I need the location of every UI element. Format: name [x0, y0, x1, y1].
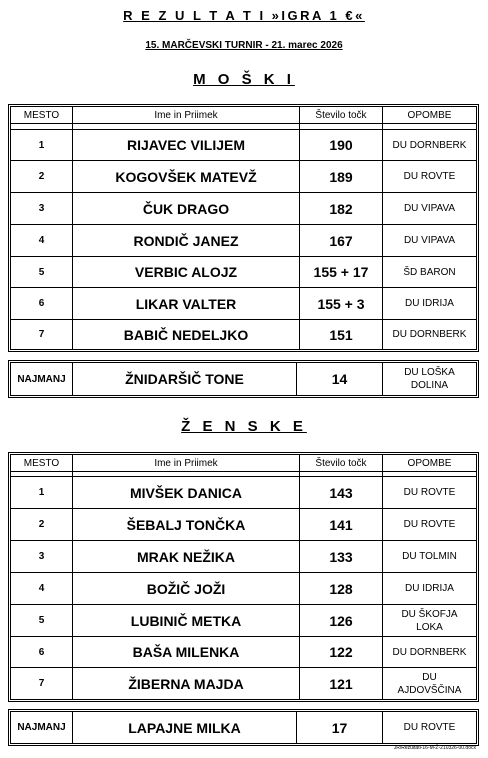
points: 141	[300, 509, 383, 540]
place: NAJMANJ	[11, 712, 73, 743]
note: DU VIPAVA	[403, 235, 456, 246]
col-points-header: Število točk	[300, 107, 383, 123]
note-line: DOLINA	[410, 380, 449, 391]
place: 2	[11, 161, 73, 192]
table-row	[11, 256, 476, 287]
note: DU IDRIJA	[405, 298, 454, 309]
player-name: LIKAR VALTER	[73, 288, 300, 319]
note-line: DU LOŠKA	[404, 367, 455, 378]
player-name: ČUK DRAGO	[73, 193, 300, 224]
col-name-header: Ime in Priimek	[73, 455, 300, 471]
table-row	[11, 636, 476, 667]
spacer-row	[11, 123, 476, 129]
table-row	[11, 572, 476, 604]
document-title: R E Z U L T A T I »IGRA 1 €«	[123, 8, 365, 23]
note	[383, 573, 476, 604]
note-line: DU ŠKOFJA	[401, 608, 458, 620]
note: DU ROVTE	[403, 171, 456, 182]
women-table-header	[11, 455, 476, 471]
points: 182	[300, 193, 383, 224]
points: 126	[300, 605, 383, 636]
women-lowest-table	[8, 709, 479, 746]
place: 5	[11, 605, 73, 636]
note-line: AJDOVŠČINA	[397, 684, 462, 696]
points: 155 + 3	[300, 288, 383, 319]
player-name: ŠEBALJ TONČKA	[73, 509, 300, 540]
place: 4	[11, 225, 73, 256]
player-name: ŽNIDARŠIČ TONE	[73, 363, 297, 395]
player-name: RONDIČ JANEZ	[73, 225, 300, 256]
note: DU DORNBERK	[392, 329, 467, 340]
player-name: ŽIBERNA MAJDA	[73, 668, 300, 699]
table-row	[11, 508, 476, 540]
table-row	[11, 476, 476, 508]
table-row	[11, 129, 476, 160]
player-name: MRAK NEŽIKA	[73, 541, 300, 572]
note	[383, 541, 476, 572]
place: 1	[11, 477, 73, 508]
document-subtitle: 15. MARČEVSKI TURNIR - 21. marec 2026	[145, 40, 343, 51]
player-name: BAŠA MILENKA	[73, 637, 300, 667]
player-name: RIJAVEC VILIJEM	[73, 130, 300, 160]
note-line: DU TOLMIN	[402, 551, 457, 562]
spacer-row	[11, 471, 476, 476]
points: 189	[300, 161, 383, 192]
note: DU DORNBERK	[392, 139, 467, 151]
points: 167	[300, 225, 383, 256]
place: 4	[11, 573, 73, 604]
place: 5	[11, 257, 73, 287]
women-heading: Ž E N S K E	[181, 418, 307, 435]
place: 6	[11, 288, 73, 319]
note	[383, 363, 476, 395]
men-lowest-table	[8, 360, 479, 398]
player-name: VERBIC ALOJZ	[73, 257, 300, 287]
place: 7	[11, 668, 73, 699]
player-name: KOGOVŠEK MATEVŽ	[73, 161, 300, 192]
col-name-header: Ime in Priimek	[73, 107, 300, 123]
table-row	[11, 287, 476, 319]
table-row	[11, 224, 476, 256]
table-row	[11, 667, 476, 699]
table-row	[11, 540, 476, 572]
points: 151	[300, 320, 383, 349]
points: 14	[297, 363, 383, 395]
points: 155 + 17	[300, 257, 383, 287]
note: DU VIPAVA	[403, 203, 456, 214]
points: 122	[300, 637, 383, 667]
men-table-header	[11, 107, 476, 123]
place: 2	[11, 509, 73, 540]
note-line: DU ROVTE	[403, 487, 456, 498]
player-name: LAPAJNE MILKA	[73, 712, 297, 743]
points: 143	[300, 477, 383, 508]
note: DU ROVTE	[403, 722, 456, 733]
points: 121	[300, 668, 383, 699]
col-notes-header: OPOMBE	[407, 457, 452, 469]
table-row	[11, 604, 476, 636]
place: 6	[11, 637, 73, 667]
note: ŠD BARON	[403, 266, 456, 278]
player-name: MIVŠEK DANICA	[73, 477, 300, 508]
table-row	[11, 712, 476, 743]
points: 128	[300, 573, 383, 604]
points: 133	[300, 541, 383, 572]
place: 1	[11, 130, 73, 160]
note	[383, 668, 476, 699]
place: NAJMANJ	[11, 363, 73, 395]
women-table	[8, 452, 479, 702]
table-row	[11, 160, 476, 192]
note-line: DU IDRIJA	[405, 583, 454, 594]
col-points-header: Število točk	[300, 455, 383, 471]
table-row	[11, 192, 476, 224]
col-place-header: MESTO	[11, 455, 73, 471]
note-line: DU	[422, 671, 437, 683]
men-table	[8, 104, 479, 352]
table-row	[11, 363, 476, 395]
player-name: BOŽIČ JOŽI	[73, 573, 300, 604]
place: 3	[11, 541, 73, 572]
note	[383, 509, 476, 540]
note	[383, 637, 476, 667]
place: 3	[11, 193, 73, 224]
men-heading: M O Š K I	[193, 71, 295, 88]
points: 17	[297, 712, 383, 743]
note-line: DU DORNBERK	[392, 646, 467, 658]
place: 7	[11, 320, 73, 349]
table-row	[11, 319, 476, 349]
file-footer: JR/Rezultati-16-M-Ž-210326-00.docx	[393, 745, 476, 751]
col-notes-header: OPOMBE	[407, 109, 452, 121]
note	[383, 605, 476, 636]
note-line: LOKA	[416, 621, 443, 633]
col-place-header: MESTO	[11, 107, 73, 123]
player-name: LUBINIČ METKA	[73, 605, 300, 636]
player-name: BABIČ NEDELJKO	[73, 320, 300, 349]
note	[383, 477, 476, 508]
note-line: DU ROVTE	[403, 519, 456, 530]
points: 190	[300, 130, 383, 160]
